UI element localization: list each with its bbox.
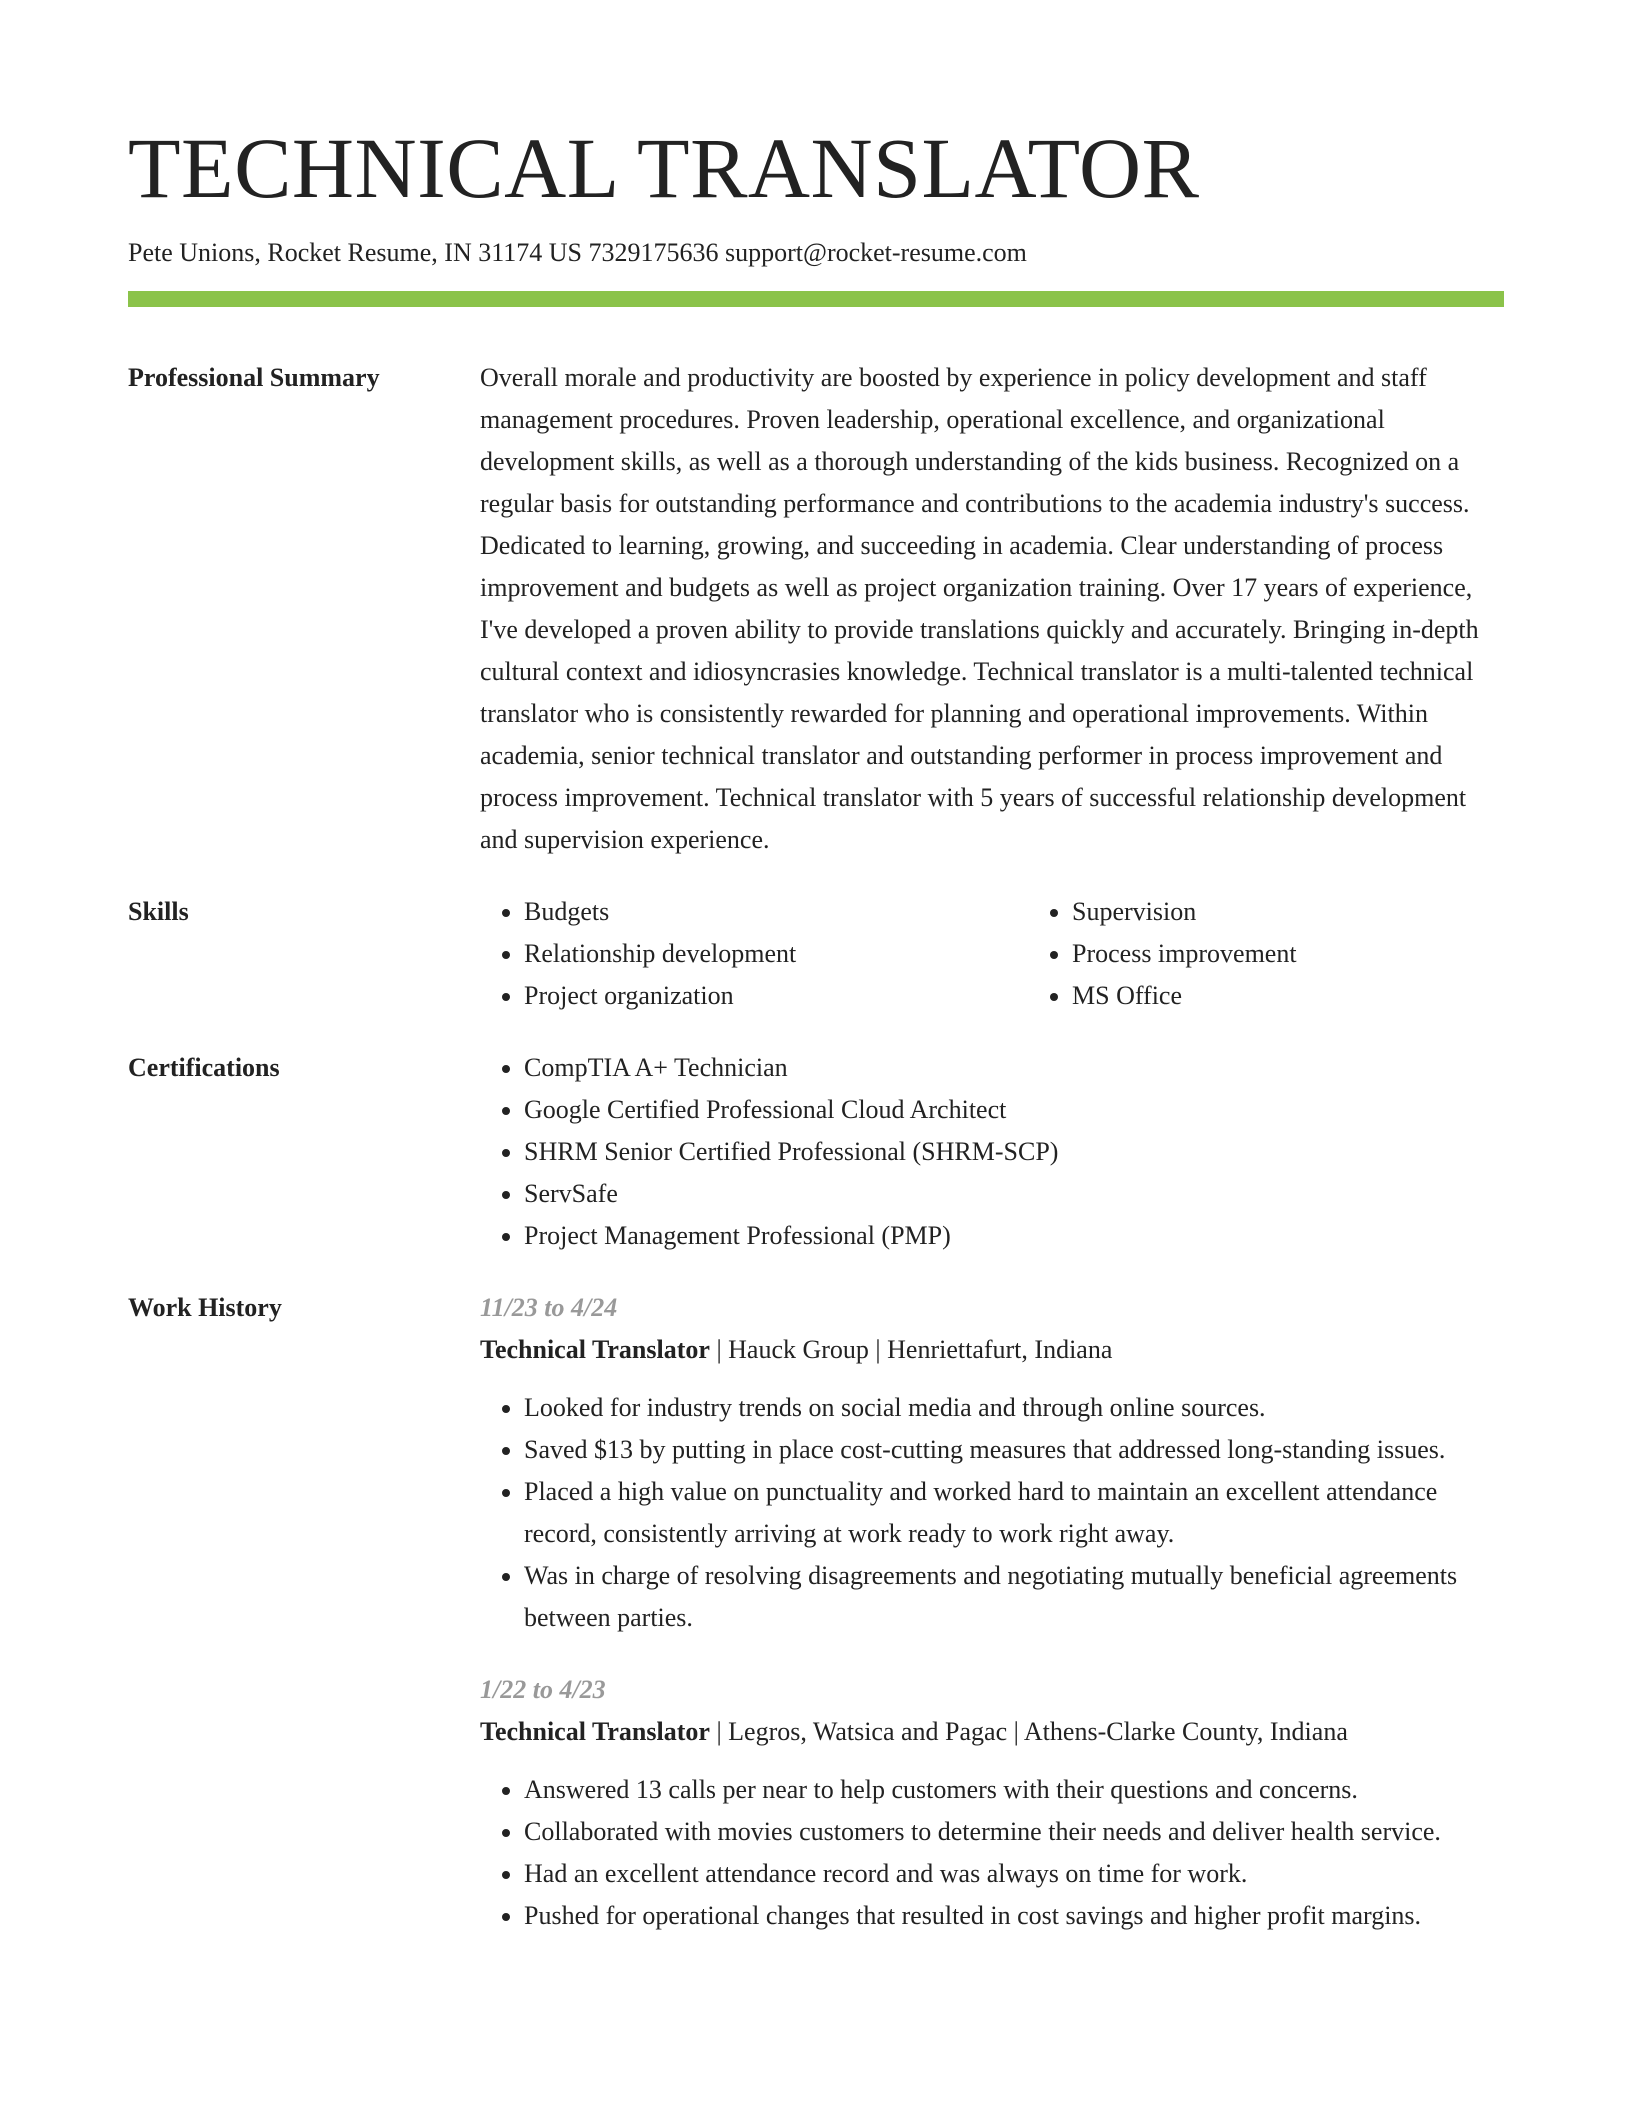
section-certifications — [128, 1047, 1504, 1257]
job-bullet: • Was in charge of resolving disagreements and negotiating mutually beneficial agreements between parties. — [524, 1555, 1504, 1639]
job-details: | Hauck Group | Henriettafurt, Indiana — [709, 1335, 1113, 1364]
section-body-skills — [480, 891, 1576, 1017]
skills-grid — [480, 891, 1576, 1017]
job-bullet: • Had an excellent attendance record and was always on time for work. — [524, 1853, 1504, 1895]
skill-item: • Budgets — [524, 891, 1028, 933]
skill-item: • MS Office — [1072, 975, 1576, 1017]
job-heading — [480, 1329, 1504, 1371]
job-bullets — [480, 1769, 1504, 1937]
resume-page — [128, 0, 1504, 1937]
skills-list-left — [480, 891, 1028, 1017]
skill-item: • Relationship development — [524, 933, 1028, 975]
job-entry — [480, 1669, 1504, 1937]
job-entry — [480, 1287, 1504, 1639]
job-bullets — [480, 1387, 1504, 1639]
certifications-list — [480, 1047, 1504, 1257]
certification-item: • CompTIA A+ Technician — [524, 1047, 1504, 1089]
section-skills — [128, 891, 1504, 1017]
skills-list-right — [1028, 891, 1576, 1017]
certification-item: • ServSafe — [524, 1173, 1504, 1215]
job-dates: 1/22 to 4/23 — [480, 1675, 606, 1704]
job-bullet: • Saved $13 by putting in place cost-cutting measures that addressed long-standing issues. — [524, 1429, 1504, 1471]
job-bullet: • Looked for industry trends on social media and through online sources. — [524, 1387, 1504, 1429]
job-title: Technical Translator — [480, 1717, 710, 1746]
resume-title: TECHNICAL TRANSLATOR — [128, 120, 1200, 216]
job-details: | Legros, Watsica and Pagac | Athens-Clarke County, Indiana — [709, 1717, 1348, 1746]
job-bullet: • Pushed for operational changes that resulted in cost savings and higher profit margins. — [524, 1895, 1504, 1937]
job-bullet: • Answered 13 calls per near to help customers with their questions and concerns. — [524, 1769, 1504, 1811]
section-label-skills: Skills — [128, 897, 189, 926]
accent-divider — [128, 291, 1504, 307]
section-label-certifications: Certifications — [128, 1053, 280, 1082]
job-bullet: • Collaborated with movies customers to determine their needs and deliver health service. — [524, 1811, 1504, 1853]
job-dates: 11/23 to 4/24 — [480, 1293, 618, 1322]
job-heading — [480, 1711, 1504, 1753]
section-label-work-history: Work History — [128, 1293, 282, 1322]
section-label-summary: Professional Summary — [128, 363, 380, 392]
section-body-work-history — [480, 1287, 1504, 1937]
job-bullet: • Placed a high value on punctuality and worked hard to maintain an excellent attendance record, consistently arriving at work ready to work right away. — [524, 1471, 1504, 1555]
certification-item: • Google Certified Professional Cloud Architect — [524, 1089, 1504, 1131]
section-professional-summary — [128, 357, 1504, 861]
certification-item: • SHRM Senior Certified Professional (SHRM-SCP) — [524, 1131, 1504, 1173]
contact-line: Pete Unions, Rocket Resume, IN 31174 US 7329175636 support@rocket-resume.com — [128, 238, 1027, 267]
skill-item: • Supervision — [1072, 891, 1576, 933]
skill-item: • Process improvement — [1072, 933, 1576, 975]
summary-text: Overall morale and productivity are boosted by experience in policy development and staff management procedures. Proven leadership, operational excellence, and organizational development skills, as well as a thorough understanding of the kids business. Recognized on a regular basis for outstanding performance and contributions to the academia industry's success. Dedicated to learning, growing, and succeeding in academia. Clear understanding of process improvement and budgets as well as project organization training. Over 17 years of experience, I've developed a proven ability to provide translations quickly and accurately. Bringing in-depth cultural context and idiosyncrasies knowledge. Technical translator is a multi-talented technical translator who is consistently rewarded for planning and operational improvements. Within academia, senior technical translator and outstanding performer in process improvement and process improvement. Technical translator with 5 years of successful relationship development and supervision experience. — [480, 363, 1479, 854]
job-title: Technical Translator — [480, 1335, 710, 1364]
section-body-certifications — [480, 1047, 1504, 1257]
section-work-history — [128, 1287, 1504, 1937]
skill-item: • Project organization — [524, 975, 1028, 1017]
certification-item: • Project Management Professional (PMP) — [524, 1215, 1504, 1257]
section-body-summary — [480, 357, 1504, 861]
